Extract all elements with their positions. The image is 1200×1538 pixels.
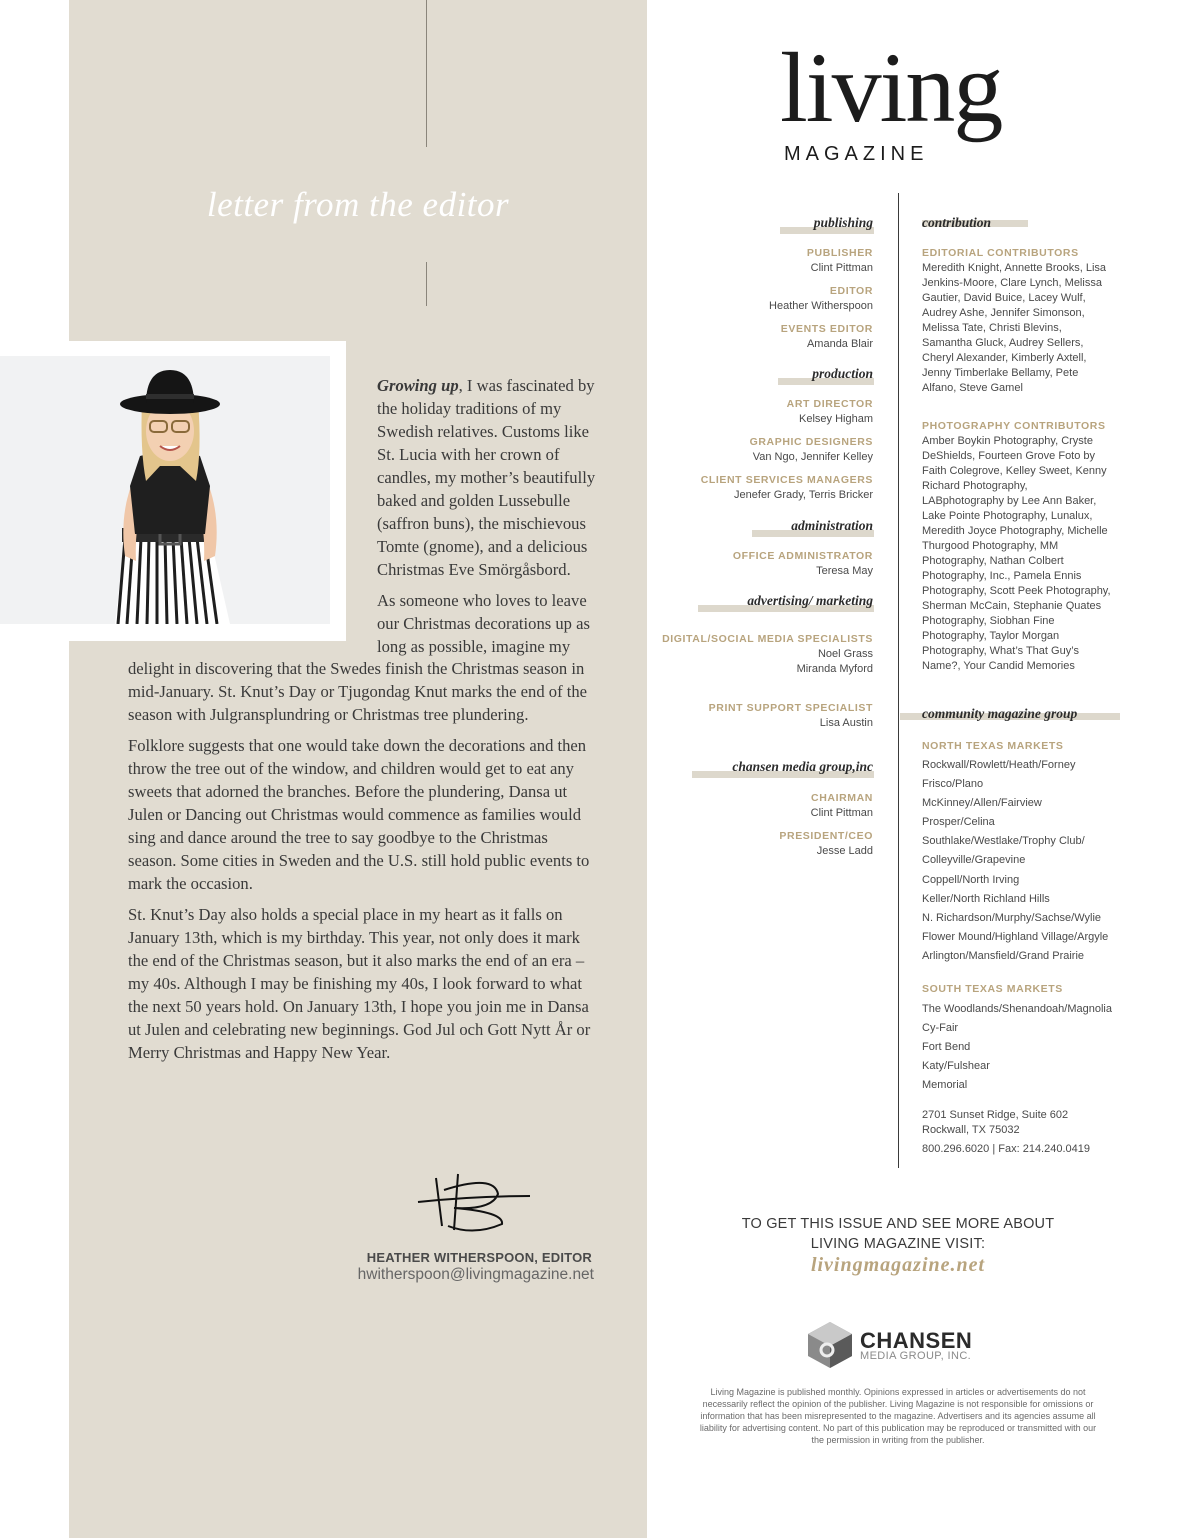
graphic-designers-names: Van Ngo, Jennifer Kelley [752, 451, 873, 463]
art-director-name: Kelsey Higham [799, 413, 873, 425]
visit-line-2: LIVING MAGAZINE VISIT: [810, 1236, 986, 1252]
events-editor-name: Amanda Blair [806, 338, 873, 350]
section-administration: administration [791, 518, 873, 533]
art-director-label: ART DIRECTOR [786, 398, 873, 410]
north-markets-label: NORTH TEXAS MARKETS [922, 740, 1064, 752]
paragraph-4: St. Knut’s Day also holds a special place in my heart as it falls on January 13th, which is my birthday. This year, not only does it mark the end of the Christmas season, but it also marks the end of an era – my 40s. Although I may be finishing my 40s, I look forward to what the next 50 years hold. On January 13th, I hope you join me in Dansa ut Julen and celebrating new beginnings. God Jul och Gott Nytt År or Merry Christmas and Happy New Year. [128, 905, 591, 1062]
print-support-name: Lisa Austin [819, 717, 873, 729]
south-markets-label: SOUTH TEXAS MARKETS [922, 983, 1063, 995]
editorial-contributors: Meredith Knight, Annette Brooks, Lisa Jenkins-Moore, Clare Lynch, Melissa Gautier, David Buice, Lacey Wulf, Audrey Ashe, Jennifer Simonson, Melissa Tate, Christi Blevins, Samantha Gluck, Audrey Sellers, Cheryl Alexander, Kimberly Axtell, Jenny Timberlake Bellamy, Pete Alfano, Steve Gamel [922, 262, 1107, 394]
letter-paragraphs-narrow [377, 374, 599, 666]
publisher-label: PUBLISHER [806, 247, 873, 259]
divider-line-top [426, 0, 427, 147]
chairman-name: Clint Pittman [810, 807, 873, 819]
visit-text [700, 1214, 1096, 1254]
market-item: Arlington/Mansfield/Grand Prairie [922, 949, 1085, 962]
section-chansen: chansen media group,inc [732, 759, 873, 774]
address-line-2: Rockwall, TX 75032 [922, 1124, 1020, 1136]
visit-line-1: TO GET THIS ISSUE AND SEE MORE ABOUT [741, 1216, 1055, 1232]
market-item: Frisco/Plano [922, 778, 984, 791]
south-markets-list [922, 1000, 1122, 1095]
paragraph-1 [377, 374, 599, 581]
signature-email[interactable]: hwitherspoon@livingmagazine.net [357, 1266, 594, 1283]
masthead-divider [898, 193, 899, 1168]
letter-paragraphs-wide [128, 657, 598, 1072]
market-item: Memorial [922, 1079, 968, 1092]
publisher-name: Clint Pittman [810, 262, 873, 274]
president-name: Jesse Ladd [816, 845, 873, 857]
market-item: N. Richardson/Murphy/Sachse/Wylie [922, 911, 1102, 924]
market-item: Katy/Fulshear [922, 1060, 990, 1073]
editorial-contributors-label: EDITORIAL CONTRIBUTORS [922, 247, 1079, 259]
paragraph-1-text: , I was fascinated by the holiday traditions of my Swedish relatives. Customs like St. Lucia with her crown of candles, my mother’s beautifully baked and golden Lussebulle (saffron buns), the mischievous Tomte (gnome), and a delicious Christmas Eve Smörgåsbord. [377, 376, 596, 579]
section-community: community magazine group [922, 706, 1078, 721]
logo-magazine: MAGAZINE [784, 143, 929, 165]
chansen-name: CHANSEN [860, 1328, 973, 1353]
market-item: Keller/North Richland Hills [922, 892, 1050, 905]
photography-contributors: Amber Boykin Photography, Cryste DeShields, Fourteen Grove Foto by Faith Colegrove, Kelley Sweet, Kenny Richard Photography, LABphotography by Lee Ann Baker, Lake Pointe Photography, Lunalux, Meredith Joyce Photography, Michelle Thurgood Photography, MM Photography, Nathan Colbert Photography, Inc., Pamela Ennis Photography, Scott Peek Photography, Sherman McCain, Stephanie Quates Photography, Siobhan Fine Photography, Taylor Morgan Photography, What’s That Guy’s Name?, Your Candid Memories [922, 435, 1111, 672]
lead-italic: Growing up [377, 376, 459, 395]
section-publishing: publishing [813, 215, 873, 230]
section-title: letter from the editor [206, 185, 510, 224]
market-item: McKinney/Allen/Fairview [922, 797, 1042, 810]
market-item: Prosper/Celina [922, 816, 995, 829]
market-item: The Woodlands/Shenandoah/Magnolia [922, 1003, 1112, 1015]
north-markets-list [922, 756, 1122, 966]
website-link[interactable]: livingmagazine.net [810, 1254, 986, 1276]
president-label: PRESIDENT/CEO [779, 830, 873, 842]
graphic-designers-label: GRAPHIC DESIGNERS [749, 436, 873, 448]
events-editor-label: EVENTS EDITOR [780, 323, 873, 335]
market-item: Colleyville/Grapevine [922, 854, 1026, 867]
paragraph-3: Folklore suggests that one would take down the decorations and then throw the tree out of the window, and children would get to eat any sweets that adorned the branches. Before the plundering, Dansa ut Julen or Dancing out Christmas would commence as families would sing and dance around the tree to say goodbye to the Christmas season. Some cities in Sweden and the U.S. still hold public events to mark the occasion. [128, 736, 590, 893]
client-services-names: Jenefer Grady, Terris Bricker [734, 489, 873, 501]
market-item: Rockwall/Rowlett/Heath/Forney [922, 759, 1076, 771]
logo-living: living [780, 32, 1002, 143]
market-item: Southlake/Westlake/Trophy Club/ [922, 835, 1085, 848]
print-support-label: PRINT SUPPORT SPECIALIST [708, 702, 873, 714]
editor-signature [414, 1166, 534, 1238]
address-line-1: 2701 Sunset Ridge, Suite 602 [922, 1109, 1069, 1121]
paragraph-2-start: As someone who loves to leave our Christmas decorations up as long as possible, imagine my [377, 591, 590, 656]
editor-label: EDITOR [829, 285, 873, 297]
phone-fax: 800.296.6020 | Fax: 214.240.0419 [922, 1143, 1090, 1155]
market-item: Coppell/North Irving [922, 873, 1020, 886]
paragraph-2-continued: delight in discovering that the Swedes finish the Christmas season in mid-January. St. Knut’s Day or Tjugondag Knut marks the end of the season with Julgransplundring or Christmas tree plundering. [128, 659, 588, 724]
digital-specialist-2: Miranda Myford [796, 663, 873, 675]
section-production: production [812, 366, 873, 381]
digital-specialist-1: Noel Grass [817, 648, 873, 660]
section-advertising: advertising/ marketing [747, 593, 873, 608]
market-item: Fort Bend [922, 1041, 971, 1054]
office-admin-label: OFFICE ADMINISTRATOR [732, 550, 873, 562]
editor-photo [0, 356, 330, 624]
market-item: Cy-Fair [922, 1022, 959, 1035]
client-services-label: CLIENT SERVICES MANAGERS [700, 474, 873, 486]
chairman-label: CHAIRMAN [811, 792, 873, 804]
digital-specialists-label: DIGITAL/SOCIAL MEDIA SPECIALISTS [662, 633, 873, 645]
photography-contributors-label: PHOTOGRAPHY CONTRIBUTORS [922, 420, 1106, 432]
chansen-subtitle: MEDIA GROUP, INC. [860, 1350, 972, 1362]
section-contribution: contribution [922, 215, 992, 230]
disclaimer: Living Magazine is published monthly. Opinions expressed in articles or advertisements do not necessarily reflect the opinion of the publisher. Living Magazine is not responsible for omissions or information that has been misrepresented to the magazine. Advertisers and its agencies assume all liability for advertising content. No part of this publication may be reproduced or transmitted with our the permission in writing from the publisher. [699, 1387, 1097, 1445]
divider-line-bottom [426, 262, 427, 306]
office-admin-name: Teresa May [816, 565, 873, 577]
market-item: Flower Mound/Highland Village/Argyle [922, 930, 1109, 943]
signature-name: HEATHER WITHERSPOON, EDITOR [366, 1250, 592, 1265]
editor-name: Heather Witherspoon [769, 300, 873, 312]
chansen-logo-icon [805, 1320, 855, 1370]
